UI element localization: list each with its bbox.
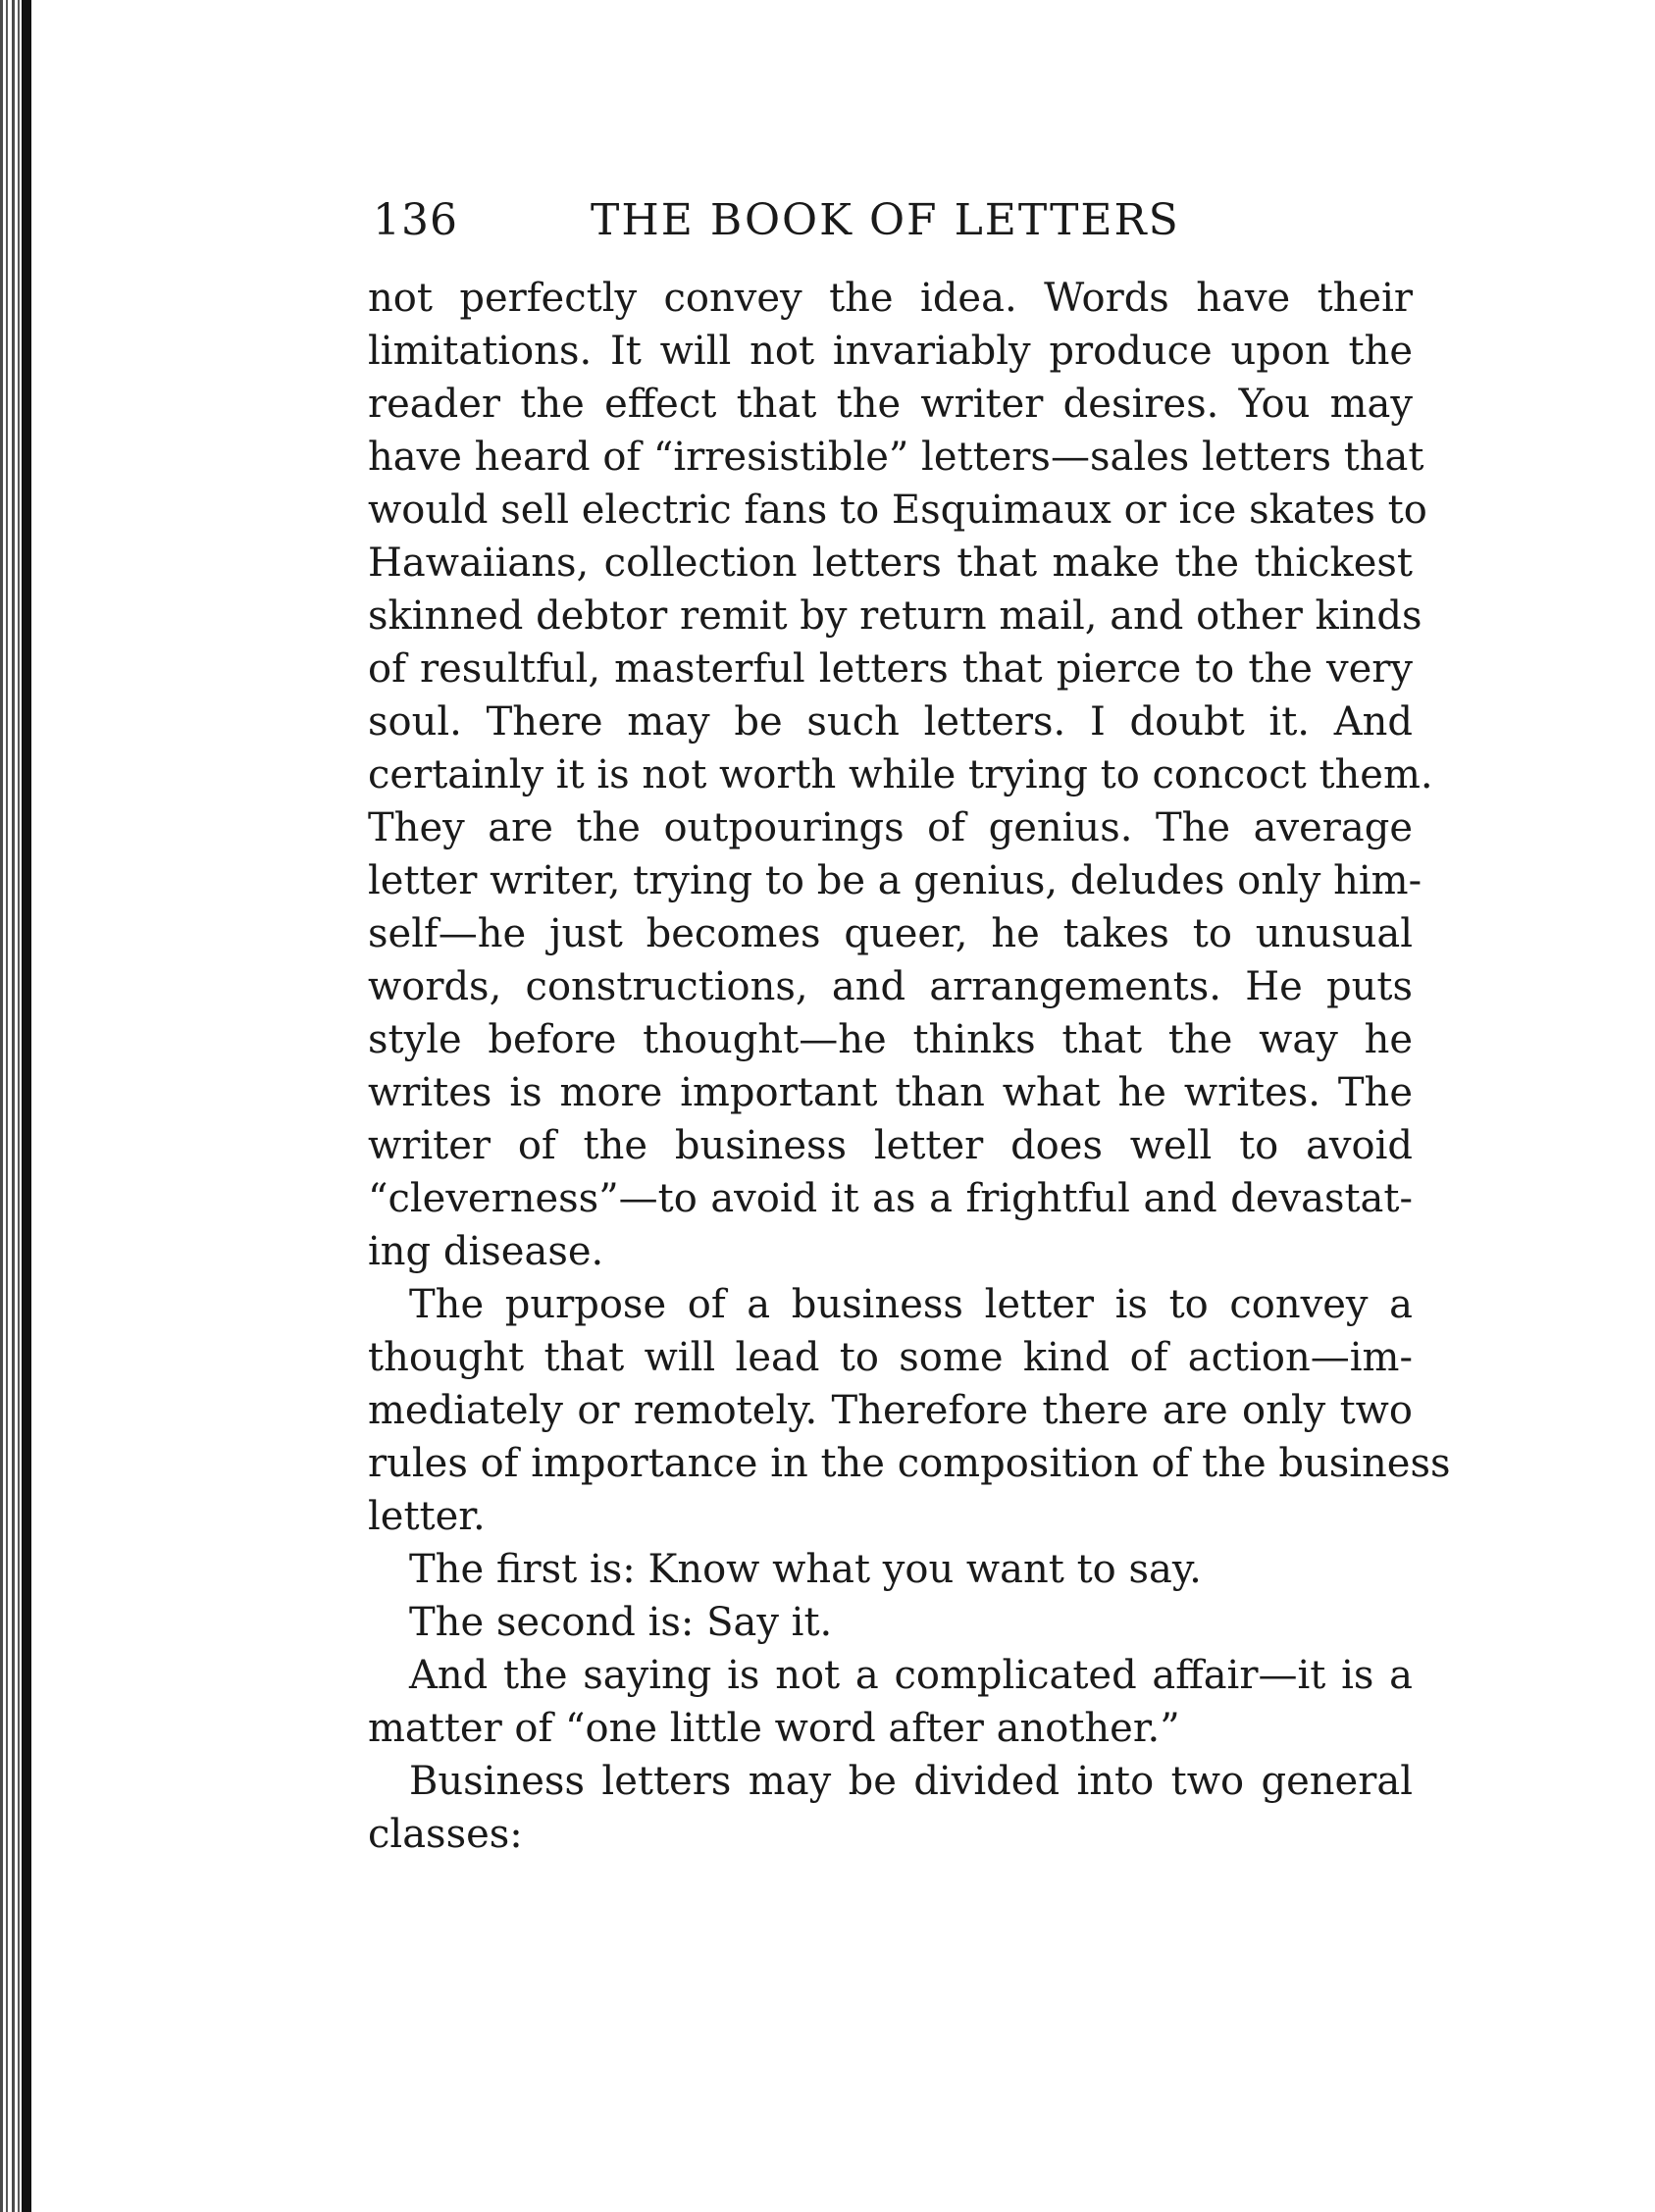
text-line: ing disease. [368, 1229, 604, 1274]
text-line: would sell electric fans to Esquimaux or ice skates to [368, 488, 1427, 533]
text-line: reader the effect that the writer desires. You may [368, 382, 1413, 427]
text-line: limitations. It will not invariably produce upon the [368, 329, 1413, 374]
text-line: not perfectly convey the idea. Words have their [368, 276, 1413, 321]
text-line: matter of “one little word after another.” [368, 1706, 1180, 1751]
body-text [368, 272, 1451, 1861]
page-header [373, 191, 1413, 250]
text-line: self—he just becomes queer, he takes to unusual [368, 911, 1413, 956]
text-line: words, constructions, and arrangements. He puts [368, 964, 1413, 1009]
text-line: “cleverness”—to avoid it as a frightful and devastat- [368, 1176, 1413, 1221]
text-line: of resultful, masterful letters that pierce to the very [368, 646, 1413, 692]
text-line: have heard of “irresistible” letters—sales letters that [368, 435, 1424, 480]
text-line: skinned debtor remit by return mail, and other kinds [368, 593, 1422, 639]
text-line: rules of importance in the composition of the business [368, 1441, 1451, 1486]
text-line: mediately or remotely. Therefore there are only two [368, 1388, 1413, 1433]
text-line: soul. There may be such letters. I doubt it. And [368, 699, 1413, 745]
text-line: certainly it is not worth while trying to concoct them. [368, 752, 1433, 797]
text-line: The purpose of a business letter is to convey a [409, 1282, 1413, 1327]
text-line: writes is more important than what he writes. The [368, 1070, 1413, 1115]
text-line: style before thought—he thinks that the way he [368, 1017, 1413, 1062]
text-line: The second is: Say it. [409, 1600, 833, 1645]
text-line: writer of the business letter does well to avoid [368, 1123, 1413, 1168]
text-line: They are the outpourings of genius. The average [368, 805, 1413, 850]
text-line: classes: [368, 1812, 523, 1857]
text-line: Business letters may be divided into two general [409, 1759, 1413, 1804]
text-line: And the saying is not a complicated affair—it is a [409, 1653, 1413, 1698]
running-title: THE BOOK OF LETTERS [591, 195, 1180, 245]
text-line: The first is: Know what you want to say. [409, 1547, 1202, 1592]
text-line: letter writer, trying to be a genius, deludes only him- [368, 858, 1422, 903]
text-line: thought that will lead to some kind of action—im- [368, 1335, 1413, 1380]
text-line: Hawaiians, collection letters that make the thickest [368, 540, 1413, 586]
page-number: 136 [373, 195, 458, 245]
binding-shadow [22, 0, 31, 2212]
text-line: letter. [368, 1494, 486, 1539]
